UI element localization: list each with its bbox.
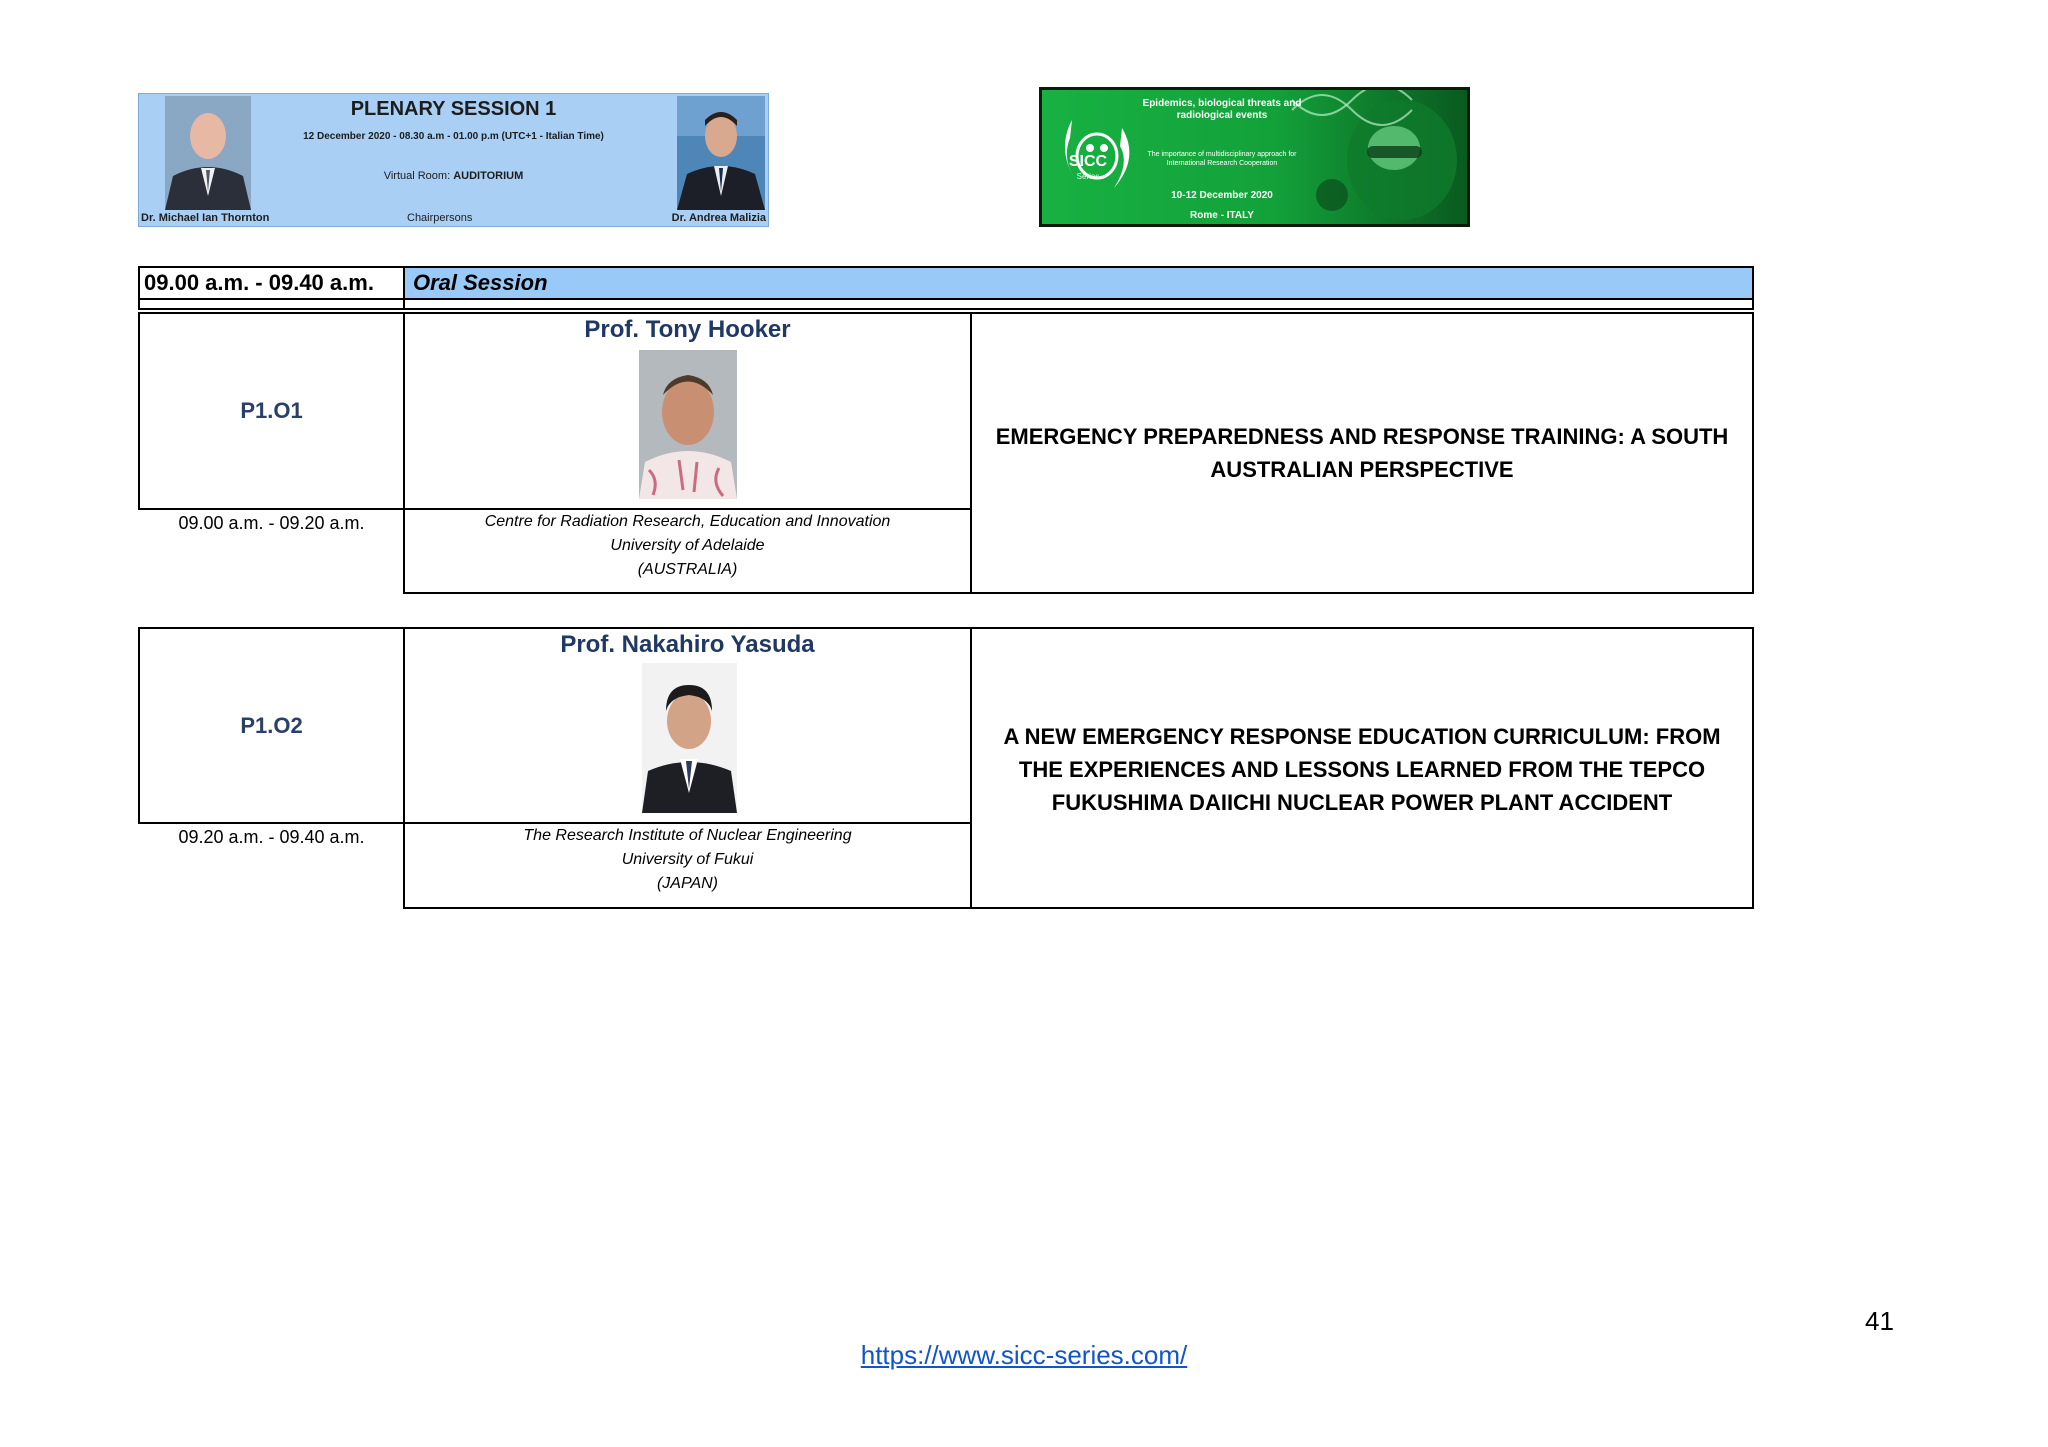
website-link[interactable]: https://www.sicc-series.com/ <box>860 1340 1188 1370</box>
talk-title-line: A NEW EMERGENCY RESPONSE EDUCATION CURRICULUM: FROM <box>1003 724 1721 749</box>
rule <box>138 298 1754 300</box>
virtual-room <box>139 170 768 182</box>
talk-title-line: THE EXPERIENCES AND LESSONS LEARNED FROM THE TEPCO <box>1018 757 1706 782</box>
talk-code: P1.O1 <box>240 398 303 423</box>
sicc-logo-sub: Series <box>1076 172 1100 181</box>
talk-title-line: FUKUSHIMA DAIICHI NUCLEAR POWER PLANT ACCIDENT <box>1051 790 1673 815</box>
plenary-session-banner <box>138 93 769 227</box>
room-name: AUDITORIUM <box>453 170 524 182</box>
session-header-label-bg <box>404 267 1753 298</box>
rule <box>138 266 1754 268</box>
speaker-name: Prof. Nakahiro Yasuda <box>560 631 815 658</box>
rule <box>138 308 1754 310</box>
plenary-datetime: 12 December 2020 - 08.30 a.m - 01.00 p.m (UTC+1 - Italian Time) <box>303 131 604 142</box>
event-dates: 10-12 December 2020 <box>1171 190 1273 201</box>
talk-title-line: AUSTRALIAN PERSPECTIVE <box>1210 457 1514 482</box>
rule <box>403 907 1754 909</box>
event-subtitle: The importance of multidisciplinary approach for International Research Cooperation <box>1147 151 1297 167</box>
speaker-photo <box>642 663 737 813</box>
talk-title-line: EMERGENCY PREPAREDNESS AND RESPONSE TRAINING: A SOUTH <box>995 424 1729 449</box>
plenary-title: PLENARY SESSION 1 <box>350 98 557 120</box>
affiliation-line: (AUSTRALIA) <box>637 561 738 578</box>
speaker-name: Prof. Tony Hooker <box>584 316 791 343</box>
affiliation-line: University of Adelaide <box>610 537 765 554</box>
session-time-range: 09.00 a.m. - 09.40 a.m. <box>144 270 374 295</box>
room-label: Virtual Room: <box>383 170 451 182</box>
rule <box>1752 266 1754 310</box>
speaker-photo <box>639 350 737 499</box>
talk-time: 09.00 a.m. - 09.20 a.m. <box>178 513 365 533</box>
chair-left-name: Dr. Michael Ian Thornton <box>141 212 270 224</box>
affiliation-line: (JAPAN) <box>656 875 719 892</box>
event-theme: Epidemics, biological threats and radiological events <box>1142 98 1302 121</box>
chair-right-name: Dr. Andrea Malizia <box>671 212 766 224</box>
rule <box>403 592 1754 594</box>
rule <box>403 266 405 310</box>
rule <box>1752 627 1754 909</box>
rule <box>1752 312 1754 594</box>
rule <box>138 266 140 310</box>
sicc-event-banner <box>1039 87 1470 227</box>
talk-time: 09.20 a.m. - 09.40 a.m. <box>178 827 365 847</box>
sicc-logo-text: SICC <box>1068 153 1108 170</box>
chairpersons-caption: Chairpersons <box>407 212 473 224</box>
session-label: Oral Session <box>413 270 548 295</box>
affiliation-line: The Research Institute of Nuclear Engineering <box>523 827 852 844</box>
rule <box>138 627 1754 629</box>
talk-code: P1.O2 <box>240 713 303 738</box>
affiliation-line: University of Fukui <box>621 851 754 868</box>
affiliation-line: Centre for Radiation Research, Education and Innovation <box>484 513 891 530</box>
rule <box>138 312 1754 314</box>
event-place: Rome - ITALY <box>1190 210 1254 221</box>
page-number: 41 <box>1865 1306 1894 1336</box>
